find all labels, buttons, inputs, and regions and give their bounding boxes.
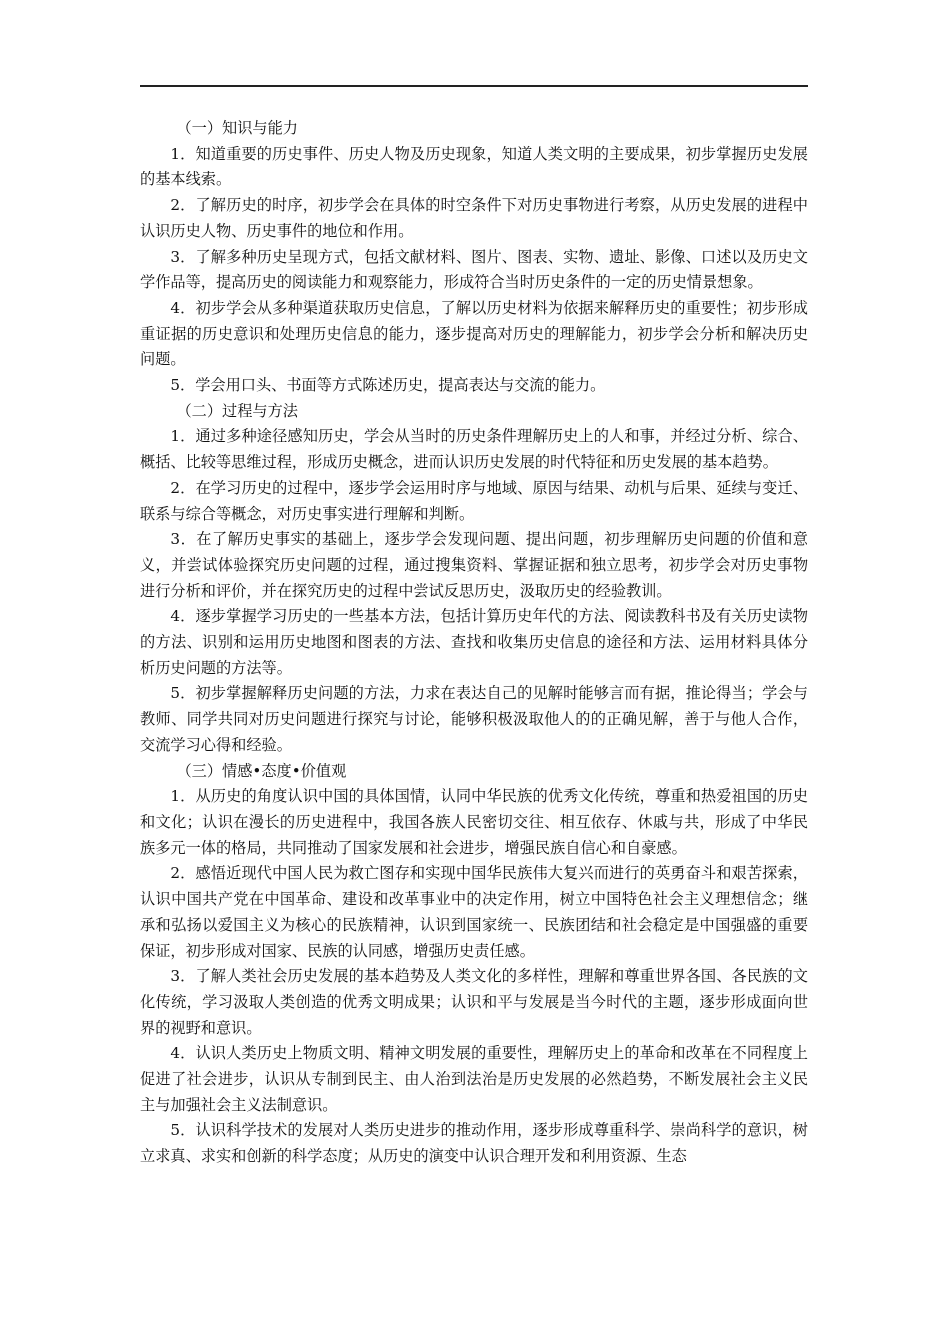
paragraph: 1．通过多种途径感知历史，学会从当时的历史条件理解历史上的人和事，并经过分析、综合、概括、比较等思维过程，形成历史概念，进而认识历史发展的时代特征和历史发展的基本趋势。 [140,427,808,472]
header-rule [140,85,808,87]
section-heading-knowledge: （一）知识与能力 [176,119,298,137]
paragraph: 4．初步学会从多种渠道获取历史信息，了解以历史材料为依据来解释历史的重要性；初步形成重证据的历史意识和处理历史信息的能力，逐步提高对历史的理解能力，初步学会分析和解决历史问题。 [140,298,808,369]
paragraph: 1．从历史的角度认识中国的具体国情，认同中华民族的优秀文化传统，尊重和热爱祖国的历史和文化；认识在漫长的历史进程中，我国各族人民密切交往、相互依存、休戚与共，形成了中华民族多元一体的格局，共同推动了国家发展和社会进步，增强民族自信心和自豪感。 [140,787,808,857]
paragraph: 5．学会用口头、书面等方式陈述历史，提高表达与交流的能力。 [170,376,606,395]
document-body [140,116,808,1170]
paragraph: 2．了解历史的时序，初步学会在具体的时空条件下对历史事物进行考察，从历史发展的进程中认识历史人物、历史事件的地位和作用。 [140,196,808,240]
paragraph: 2．在学习历史的过程中，逐步学会运用时序与地域、原因与结果、动机与后果、延续与变迁、联系与综合等概念，对历史事实进行理解和判断。 [140,478,808,523]
paragraph: 5．认识科学技术的发展对人类历史进步的推动作用，逐步形成尊重科学、崇尚科学的意识，树立求真、求实和创新的科学态度；从历史的演变中认识合理开发和利用资源、生态 [140,1121,808,1166]
section-heading-process: （二）过程与方法 [176,401,298,420]
paragraph: 3．了解人类社会历史发展的基本趋势及人类文化的多样性，理解和尊重世界各国、各民族的文化传统，学习汲取人类创造的优秀文明成果；认识和平与发展是当今时代的主题，逐步形成面向世界的视野和意识。 [140,967,808,1037]
paragraph: 5．初步掌握解释历史问题的方法，力求在表达自己的见解时能够言而有据，推论得当；学会与教师、同学共同对历史问题进行探究与讨论，能够积极汲取他人的的正确见解，善于与他人合作，交流学习心得和经验。 [140,684,808,754]
paragraph: 2．感悟近现代中国人民为救亡图存和实现中国华民族伟大复兴而进行的英勇奋斗和艰苦探索，认识中国共产党在中国革命、建设和改革事业中的决定作用，树立中国特色社会主义理想信念；继承和弘扬以爱国主义为核心的民族精神，认识到国家统一、民族团结和社会稳定是中国强盛的重要保证，初步形成对国家、民族的认同感，增强历史责任感。 [140,864,808,960]
paragraph: 3．了解多种历史呈现方式，包括文献材料、图片、图表、实物、遗址、影像、口述以及历史文学作品等，提高历史的阅读能力和观察能力，形成符合当时历史条件的一定的历史情景想象。 [140,247,808,292]
paragraph: 1．知道重要的历史事件、历史人物及历史现象，知道人类文明的主要成果，初步掌握历史发展的基本线索。 [140,144,808,189]
paragraph: 3．在了解历史事实的基础上，逐步学会发现问题、提出问题，初步理解历史问题的价值和意义，并尝试体验探究历史问题的过程，通过搜集资料、掌握证据和独立思考，初步学会对历史事物进行分析和评价，并在探究历史的过程中尝试反思历史，汲取历史的经验教训。 [140,530,808,600]
section-heading-values: （三）情感•态度•价值观 [176,761,347,780]
paragraph: 4．认识人类历史上物质文明、精神文明发展的重要性，理解历史上的革命和改革在不同程度上促进了社会进步，认识从专制到民主、由人治到法治是历史发展的必然趋势，不断发展社会主义民主与加强社会主义法制意识。 [140,1044,808,1114]
paragraph: 4．逐步掌握学习历史的一些基本方法，包括计算历史年代的方法、阅读教科书及有关历史读物的方法、识别和运用历史地图和图表的方法、查找和收集历史信息的途径和方法、运用材料具体分析历史问题的方法等。 [140,607,808,677]
